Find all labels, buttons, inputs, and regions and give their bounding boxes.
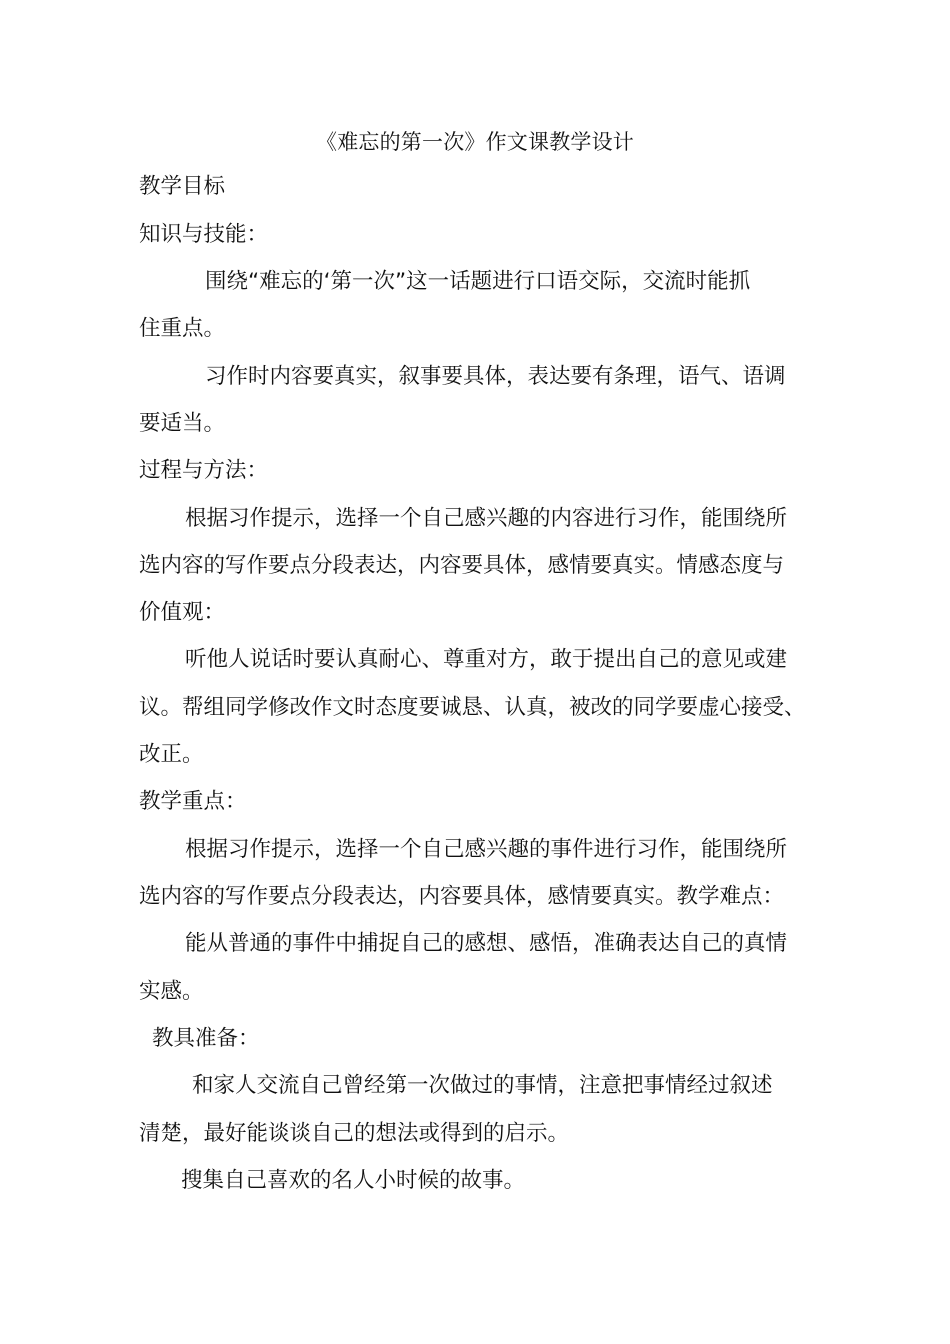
paragraph-line: 习作时内容要真实，叙事要具体，表达要有条理，语气、语调 (205, 364, 786, 389)
paragraph-line: 听他人说话时要认真耐心、尊重对方，敢于提出自己的意见或建 (185, 647, 788, 672)
heading-key-points: 教学重点： (139, 789, 247, 814)
paragraph-line: 清楚，最好能谈谈自己的想法或得到的启示。 (139, 1121, 570, 1146)
heading-knowledge-skills: 知识与技能： (139, 222, 269, 247)
heading-process-methods: 过程与方法： (139, 458, 269, 483)
paragraph-line: 选内容的写作要点分段表达，内容要具体，感情要真实。教学难点： (139, 884, 785, 909)
paragraph-line: 根据习作提示，选择一个自己感兴趣的内容进行习作，能围绕所 (185, 506, 788, 531)
heading-teaching-aids: 教具准备： (152, 1026, 260, 1051)
paragraph-line: 改正。 (139, 742, 204, 767)
paragraph-line: 围绕“难忘的‘第一次”这一话题进行口语交际，交流时能抓 (205, 269, 751, 294)
paragraph-line: 选内容的写作要点分段表达，内容要具体，感情要真实。情感态度与 (139, 553, 785, 578)
document-title: 《难忘的第一次》作文课教学设计 (316, 130, 634, 154)
paragraph-line: 住重点。 (139, 316, 226, 341)
paragraph-line: 要适当。 (139, 411, 226, 436)
paragraph-line: 搜集自己喜欢的名人小时候的故事。 (181, 1168, 526, 1193)
paragraph-line: 和家人交流自己曾经第一次做过的事情，注意把事情经过叙述 (192, 1073, 773, 1098)
paragraph-line: 能从普通的事件中捕捉自己的感想、感悟，准确表达自己的真情 (185, 931, 788, 956)
paragraph-line: 议。帮组同学修改作文时态度要诚恳、认真，被改的同学要虚心接受、 (139, 695, 806, 720)
paragraph-line: 价值观： (139, 600, 226, 625)
paragraph-line: 实感。 (139, 979, 204, 1004)
paragraph-line: 根据习作提示，选择一个自己感兴趣的事件进行习作，能围绕所 (185, 837, 788, 862)
heading-teaching-objectives: 教学目标 (139, 174, 226, 199)
